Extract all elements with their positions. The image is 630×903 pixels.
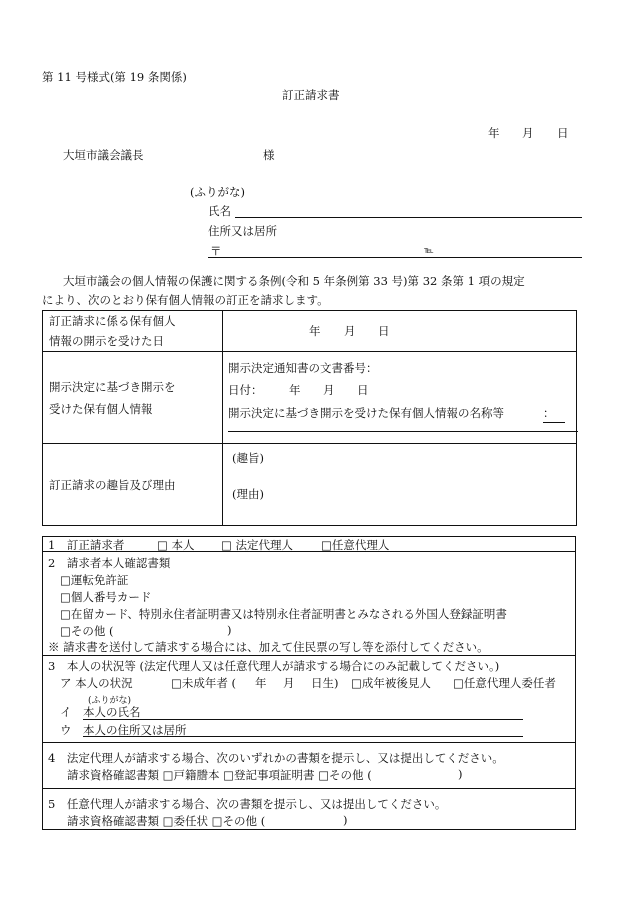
- applicant-name-label: 氏名: [208, 204, 231, 218]
- notice-day: 日: [357, 383, 369, 397]
- status-adult-ward-checkbox[interactable]: □成年被後見人: [351, 676, 431, 690]
- notice-doc-number: 開示決定通知書の文書番号：: [228, 361, 378, 375]
- correction-details-table: [42, 310, 577, 526]
- applicant-furigana: (ふりがな): [190, 185, 245, 199]
- section3-label: 3 本人の状況等 (法定代理人又は任意代理人が請求する場合にのみ記載してください。): [48, 659, 500, 673]
- reason-label: (理由): [232, 487, 264, 501]
- section1-label: 1 訂正請求者: [48, 538, 125, 552]
- principal-furigana: (ふりがな): [88, 696, 132, 706]
- birth-day: 日生): [311, 676, 339, 690]
- purpose-label: (趣旨): [232, 451, 264, 465]
- divider-1: [43, 551, 575, 552]
- section4-label: 4 法定代理人が請求する場合、次のいずれかの書類を提示し、又は提出してください。: [48, 751, 504, 765]
- date-month-label: 月: [522, 126, 534, 140]
- legal-agent-docs[interactable]: 請求資格確認書類 □戸籍謄本 □登記事項証明書 □その他 (: [67, 768, 372, 782]
- intro-line-2: により、次のとおり保有個人情報の訂正を請求します。: [42, 293, 329, 307]
- mail-note: ※ 請求書を送付して請求する場合には、加えて住民票の写し等を添付してください。: [48, 640, 489, 654]
- status-minor-checkbox[interactable]: □未成年者 (: [171, 676, 237, 690]
- date-day-label: 日: [557, 126, 569, 140]
- tel-mark: ℡: [424, 246, 434, 256]
- disclosure-date-label: 訂正請求に係る保有個人 情報の開示を受けた日: [43, 311, 223, 352]
- notice-month: 月: [323, 383, 335, 397]
- disclosed-info-name-line: [228, 431, 578, 432]
- honorific: 様: [263, 148, 275, 162]
- divider-2: [43, 655, 575, 656]
- disclosed-info-cell[interactable]: [223, 352, 577, 444]
- principal-name-field[interactable]: [83, 719, 523, 720]
- requester-legal-agent-checkbox[interactable]: □ 法定代理人: [221, 538, 294, 552]
- notice-date-label: 日付：: [228, 383, 263, 397]
- status-principal-checkbox[interactable]: □任意代理人委任者: [453, 676, 556, 690]
- id-drivers-license-checkbox[interactable]: □運転免許証: [60, 573, 129, 587]
- date-year-label: 年: [488, 126, 500, 140]
- id-other-close: ): [227, 623, 232, 637]
- principal-address-field[interactable]: [83, 736, 523, 737]
- disclosure-date-cell[interactable]: [223, 311, 577, 352]
- section2-label: 2 請求者本人確認書類: [48, 556, 171, 570]
- applicant-address-label: 住所又は居所: [208, 224, 277, 238]
- disclosed-info-label: 開示決定に基づき開示を 受けた保有個人情報: [43, 352, 223, 444]
- postal-mark: 〒: [210, 244, 222, 258]
- section5-label: 5 任意代理人が請求する場合、次の書類を提示し、又は提出してください。: [48, 797, 447, 811]
- requester-self-checkbox[interactable]: □ 本人: [157, 538, 195, 552]
- id-residence-card-checkbox[interactable]: □在留カード、特別永住者証明書又は特別永住者証明書とみなされる外国人登録証明書: [60, 607, 507, 621]
- divider-4: [43, 788, 575, 789]
- disclosure-year: 年: [309, 324, 321, 338]
- birth-year: 年: [255, 676, 267, 690]
- intro-line-1: 大垣市議会の個人情報の保護に関する条例(令和 5 年条例第 33 号)第 32 条第 1 項の規定: [63, 274, 525, 288]
- principal-status-label: ア 本人の状況: [60, 676, 133, 690]
- form-number: 第 11 号様式(第 19 条関係): [42, 70, 187, 84]
- applicant-address-field[interactable]: [208, 257, 582, 258]
- requester-voluntary-agent-checkbox[interactable]: □任意代理人: [321, 538, 390, 552]
- disclosure-day: 日: [378, 324, 390, 338]
- applicant-name-field[interactable]: [235, 217, 582, 218]
- divider-3: [43, 742, 575, 743]
- principal-name-label: イ 本人の氏名: [60, 705, 141, 719]
- disclosed-info-colon: ：: [543, 405, 565, 423]
- requester-info-box: [42, 536, 576, 830]
- disclosure-month: 月: [344, 324, 356, 338]
- id-mynumber-card-checkbox[interactable]: □個人番号カード: [60, 590, 152, 604]
- legal-agent-docs-close: ): [458, 767, 463, 781]
- voluntary-agent-docs[interactable]: 請求資格確認書類 □委任状 □その他 (: [67, 814, 266, 828]
- document-title: 訂正請求書: [282, 88, 340, 102]
- principal-address-label: ウ 本人の住所又は居所: [60, 723, 187, 737]
- id-other-checkbox[interactable]: □その他 (: [60, 624, 114, 638]
- purpose-reason-cell[interactable]: [223, 444, 577, 526]
- voluntary-agent-docs-close: ): [343, 813, 348, 827]
- addressee: 大垣市議会議長: [63, 148, 144, 162]
- notice-year: 年: [289, 383, 301, 397]
- disclosed-info-name-label: 開示決定に基づき開示を受けた保有個人情報の名称等: [228, 406, 504, 420]
- purpose-reason-label: 訂正請求の趣旨及び理由: [43, 444, 223, 526]
- birth-month: 月: [283, 676, 295, 690]
